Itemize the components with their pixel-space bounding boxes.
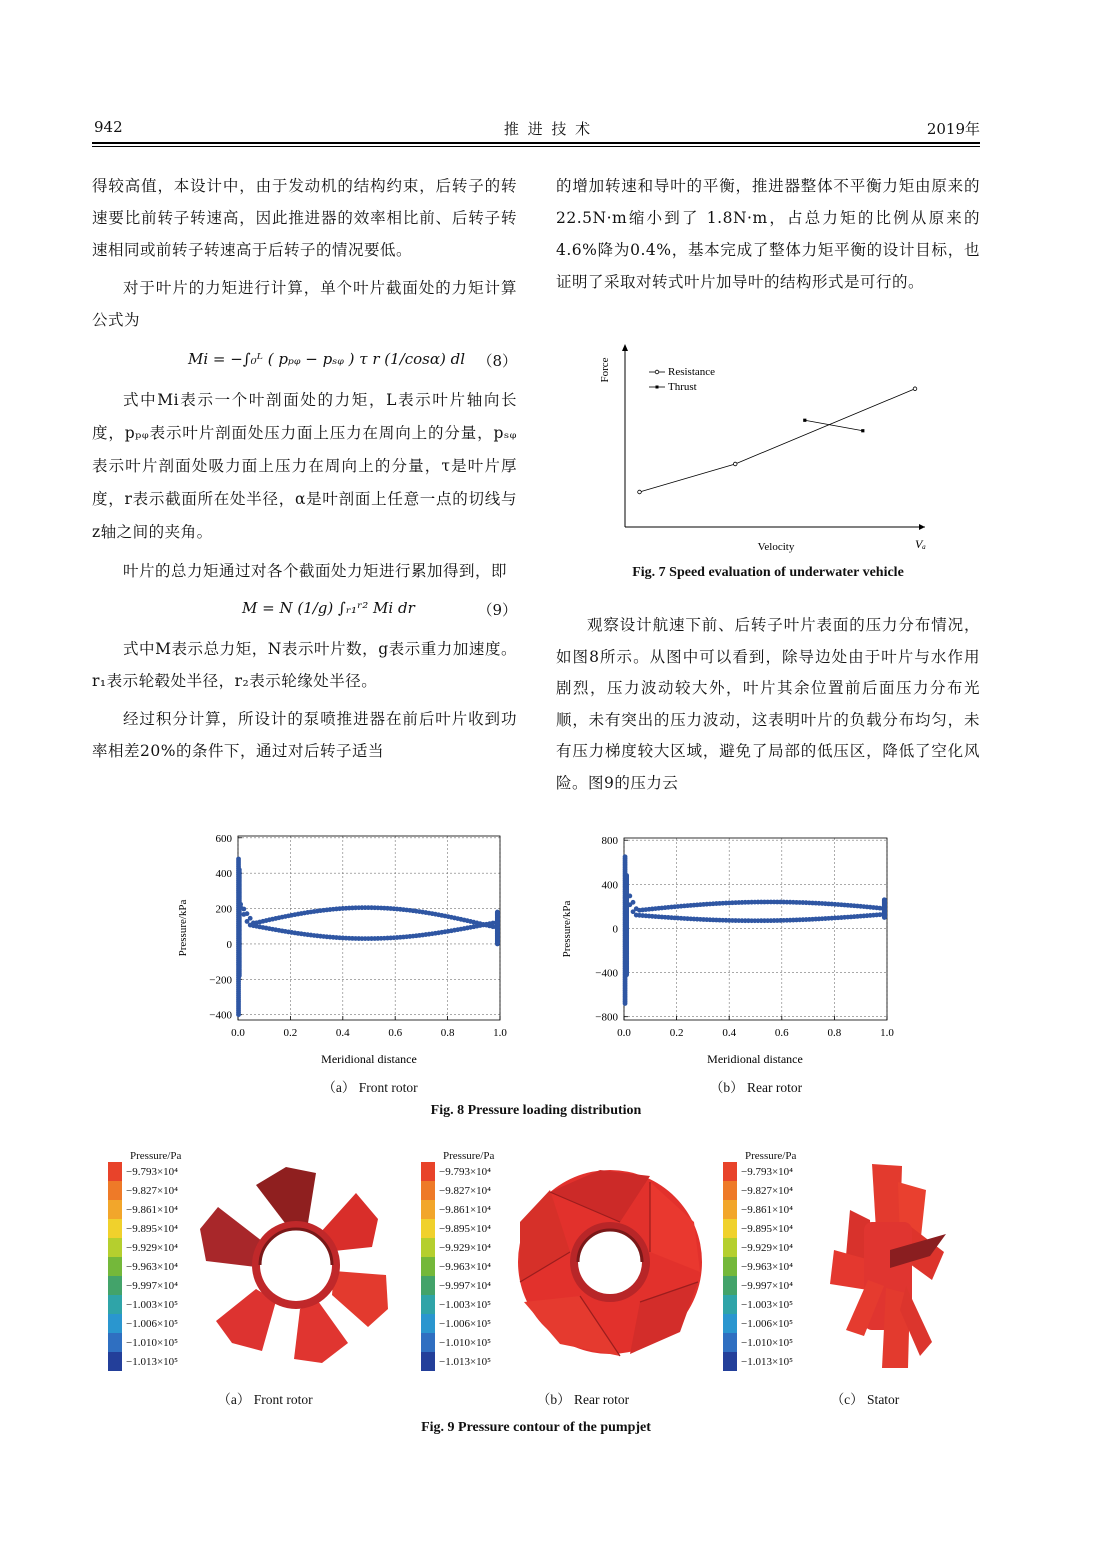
x-tick-label: 0.0 <box>617 1027 631 1039</box>
legend-value: −9.861×10⁴ <box>741 1203 793 1216</box>
legend-swatch <box>108 1200 122 1219</box>
header-rule-thin <box>92 146 980 147</box>
x-tick-label: 0.2 <box>669 1027 684 1039</box>
journal-title: 推 进 技 术 <box>503 120 593 138</box>
front-rotor-image <box>196 1160 396 1370</box>
x-axis-label: Velocity <box>757 541 795 553</box>
x-tick-label: 0.0 <box>231 1027 245 1039</box>
fig8b-subcaption: （b） Rear rotor <box>709 1080 803 1095</box>
right-column-top <box>556 170 980 298</box>
fig7-chart <box>595 340 945 560</box>
legend-swatch <box>723 1238 737 1257</box>
legend-value: −1.010×10⁵ <box>439 1336 491 1349</box>
resistance-series <box>638 387 917 494</box>
data-point <box>495 942 500 947</box>
legend-value: −9.963×10⁴ <box>439 1260 491 1273</box>
legend-swatch <box>421 1276 435 1295</box>
legend-swatch <box>108 1276 122 1295</box>
legend-thrust: Thrust <box>668 381 697 393</box>
y-tick-label: −400 <box>595 967 618 980</box>
legend-swatch <box>723 1162 737 1181</box>
legend-swatch <box>723 1200 737 1219</box>
header-rule <box>92 142 980 144</box>
equation: M = N (1/g) ∫ᵣ₁ʳ² Mi dr <box>242 599 415 617</box>
legend-swatch <box>723 1295 737 1314</box>
x-axis-end-label: Vₐ <box>915 537 926 551</box>
legend-swatch <box>421 1333 435 1352</box>
legend-swatch <box>421 1314 435 1333</box>
legend-value: −1.003×10⁵ <box>439 1298 491 1311</box>
x-axis-label: Meridional distance <box>321 1052 417 1066</box>
legend-title: Pressure/Pa <box>745 1150 797 1162</box>
equation: Mi = −∫₀ᴸ ( pₚᵩ − pₛᵩ ) τ r (1/cosα) dl <box>188 350 466 368</box>
legend-value: −1.013×10⁵ <box>741 1355 793 1368</box>
legend-value: −9.997×10⁴ <box>126 1279 178 1292</box>
equation-9 <box>92 587 517 633</box>
legend-marker-thrust <box>656 386 659 389</box>
x-tick-label: 0.8 <box>440 1027 455 1039</box>
legend-value: −9.827×10⁴ <box>439 1184 491 1197</box>
y-axis-label: Pressure/kPa <box>561 900 573 958</box>
legend-value: −9.963×10⁴ <box>741 1260 793 1273</box>
equation-8 <box>92 338 517 384</box>
x-tick-label: 0.6 <box>388 1027 403 1039</box>
legend-swatch <box>723 1314 737 1333</box>
legend-swatch <box>723 1219 737 1238</box>
legend-value: −1.013×10⁵ <box>126 1355 178 1368</box>
fig9c-subcaption: （c） Stator <box>830 1392 900 1407</box>
legend-swatch <box>108 1352 122 1371</box>
legend-swatch <box>108 1162 122 1181</box>
y-tick-label: 0 <box>612 923 618 936</box>
x-tick-label: 0.4 <box>722 1027 737 1039</box>
legend-swatch <box>421 1219 435 1238</box>
resistance-line <box>640 389 916 492</box>
y-axis-label: Pressure/kPa <box>177 899 189 957</box>
legend-value: −9.827×10⁴ <box>126 1184 178 1197</box>
legend-swatch <box>421 1181 435 1200</box>
fig8a-subcaption: （a） Front rotor <box>322 1080 418 1095</box>
data-point <box>237 973 242 978</box>
legend-swatch <box>723 1181 737 1200</box>
legend-swatch <box>108 1257 122 1276</box>
y-tick-label: 200 <box>215 903 232 916</box>
y-tick-label: 400 <box>601 879 618 892</box>
legend-swatch <box>723 1333 737 1352</box>
resistance-point <box>733 462 737 466</box>
fig9a-subcaption: （a） Front rotor <box>217 1392 313 1407</box>
scatter-series <box>623 854 887 1006</box>
y-tick-label: 400 <box>215 868 232 881</box>
legend-value: −9.793×10⁴ <box>126 1165 178 1178</box>
legend-value: −1.006×10⁵ <box>741 1317 793 1330</box>
legend-value: −9.895×10⁴ <box>741 1222 793 1235</box>
paragraph: 的增加转速和导叶的平衡，推进器整体不平衡力矩由原来的22.5N·m缩小到了 1.8N·m，占总力矩的比例从原来的4.6%降为0.4%，基本完成了整体力矩平衡的设计目标，也证明了采取对转式叶片加导叶的结构形式是可行的。 <box>556 177 980 291</box>
thrust-line <box>805 420 863 431</box>
legend-swatch <box>421 1200 435 1219</box>
legend-value: −1.010×10⁵ <box>126 1336 178 1349</box>
legend-value: −9.861×10⁴ <box>126 1203 178 1216</box>
legend-value: −1.003×10⁵ <box>126 1298 178 1311</box>
y-tick-label: 0 <box>226 938 232 951</box>
fig9-caption: Fig. 9 Pressure contour of the pumpjet <box>421 1420 651 1435</box>
scatter-series <box>236 857 500 1017</box>
paragraph: 得较高值，本设计中，由于发动机的结构约束，后转子的转速要比前转子转速高，因此推进器的效率相比前、后转子转速相同或前转子转速高于后转子的情况要低。 <box>92 177 517 259</box>
x-tick-label: 0.6 <box>774 1027 789 1039</box>
data-point <box>245 919 250 924</box>
fig9b-subcaption: （b） Rear rotor <box>536 1392 630 1407</box>
left-column <box>92 170 517 767</box>
x-tick-label: 0.8 <box>827 1027 842 1039</box>
legend-value: −9.929×10⁴ <box>741 1241 793 1254</box>
year: 2019年 <box>926 120 980 138</box>
y-tick-label: 600 <box>215 832 232 845</box>
data-point <box>627 902 632 907</box>
legend-swatch <box>108 1295 122 1314</box>
legend-value: −1.006×10⁵ <box>126 1317 178 1330</box>
legend-swatch <box>108 1219 122 1238</box>
data-point <box>623 1001 628 1006</box>
thrust-point <box>861 429 864 432</box>
legend-swatch <box>108 1238 122 1257</box>
right-column-bottom <box>556 610 980 799</box>
fig7-caption: Fig. 7 Speed evaluation of underwater vehicle <box>632 565 904 580</box>
legend-swatch <box>421 1162 435 1181</box>
fig8-caption: Fig. 8 Pressure loading distribution <box>430 1103 642 1118</box>
fig8b-chart <box>556 825 906 1075</box>
legend-value: −9.929×10⁴ <box>126 1241 178 1254</box>
legend-resistance: Resistance <box>668 366 716 378</box>
legend-title: Pressure/Pa <box>130 1150 182 1162</box>
paragraph: 对于叶片的力矩进行计算，单个叶片截面处的力矩计算公式为 <box>92 279 517 329</box>
thrust-series <box>803 419 864 433</box>
x-tick-label: 0.4 <box>335 1027 350 1039</box>
y-tick-label: −800 <box>595 1011 618 1024</box>
x-axis-label: Meridional distance <box>707 1052 803 1066</box>
legend-title: Pressure/Pa <box>443 1150 495 1162</box>
paragraph: 叶片的总力矩通过对各个截面处力矩进行累加得到，即 <box>123 562 508 580</box>
legend-value: −1.006×10⁵ <box>439 1317 491 1330</box>
y-tick-label: −400 <box>209 1009 232 1022</box>
resistance-point <box>638 490 642 494</box>
legend-marker-resistance <box>655 370 659 374</box>
data-point <box>624 887 629 892</box>
legend-swatch <box>723 1257 737 1276</box>
legend-value: −9.929×10⁴ <box>439 1241 491 1254</box>
fig8a-chart <box>170 825 520 1075</box>
legend-value: −1.013×10⁵ <box>439 1355 491 1368</box>
legend-swatch <box>723 1276 737 1295</box>
page-number: 942 <box>94 118 123 136</box>
x-ticks <box>617 1016 894 1039</box>
legend-value: −9.895×10⁴ <box>126 1222 178 1235</box>
data-point <box>236 1012 241 1017</box>
paragraph: 式中M表示总力矩，N表示叶片数，g表示重力加速度。r₁表示轮毂处半径，r₂表示轮缘处半径。 <box>92 640 517 690</box>
legend-value: −1.003×10⁵ <box>741 1298 793 1311</box>
paragraph: 经过积分计算，所设计的泵喷推进器在前后叶片收到功率相差20%的条件下，通过对后转子适当 <box>92 710 517 760</box>
legend-swatch <box>421 1238 435 1257</box>
x-axis-arrow <box>919 524 925 530</box>
y-axis-arrow <box>622 344 628 351</box>
rear-rotor-image <box>505 1160 715 1370</box>
equation-number: （9） <box>477 601 517 619</box>
y-tick-label: 800 <box>601 835 618 848</box>
legend-value: −9.827×10⁴ <box>741 1184 793 1197</box>
legend-value: −9.793×10⁴ <box>439 1165 491 1178</box>
legend-value: −9.793×10⁴ <box>741 1165 793 1178</box>
data-point <box>241 912 246 917</box>
paragraph: 观察设计航速下前、后转子叶片表面的压力分布情况，如图8所示。从图中可以看到，除导边处由于叶片与水作用剧烈，压力波动较大外，叶片其余位置前后面压力分布光顺，未有突出的压力波动，这表明叶片的负载分布均匀，未有压力梯度较大区域，避免了局部的低压区，降低了空化风险。图9的压力云 <box>556 616 980 792</box>
y-tick-label: −200 <box>209 974 232 987</box>
x-tick-label: 1.0 <box>493 1027 507 1039</box>
x-ticks <box>231 1016 507 1039</box>
legend-swatch <box>421 1352 435 1371</box>
resistance-point <box>913 387 917 391</box>
data-point <box>624 895 629 900</box>
legend-value: −9.997×10⁴ <box>439 1279 491 1292</box>
legend-value: −9.963×10⁴ <box>126 1260 178 1273</box>
x-tick-label: 0.2 <box>283 1027 298 1039</box>
legend-swatch <box>108 1333 122 1352</box>
legend-swatch <box>108 1181 122 1200</box>
legend-value: −9.861×10⁴ <box>439 1203 491 1216</box>
data-point <box>882 915 887 920</box>
data-point <box>624 972 629 977</box>
plot-frame <box>624 838 887 1020</box>
stator-image <box>820 1160 960 1375</box>
data-point <box>238 905 243 910</box>
x-tick-label: 1.0 <box>880 1027 894 1039</box>
legend-swatch <box>108 1314 122 1333</box>
legend-swatch <box>421 1295 435 1314</box>
paragraph: 式中Mi表示一个叶剖面处的力矩，L表示叶片轴向长度，pₚᵩ表示叶片剖面处压力面上压力在周向上的分量，pₛᵩ表示叶片剖面处吸力面上压力在周向上的分量，τ是叶片厚度，r表示截面所在处半径，α是叶剖面上任意一点的切线与z轴之间的夹角。 <box>92 391 517 541</box>
grid <box>624 838 887 1020</box>
y-axis-label: Force <box>599 357 611 383</box>
legend-value: −1.010×10⁵ <box>741 1336 793 1349</box>
legend-swatch <box>723 1352 737 1371</box>
equation-number: （8） <box>477 352 517 370</box>
thrust-point <box>803 419 806 422</box>
legend-value: −9.997×10⁴ <box>741 1279 793 1292</box>
legend-swatch <box>421 1257 435 1276</box>
legend-value: −9.895×10⁴ <box>439 1222 491 1235</box>
